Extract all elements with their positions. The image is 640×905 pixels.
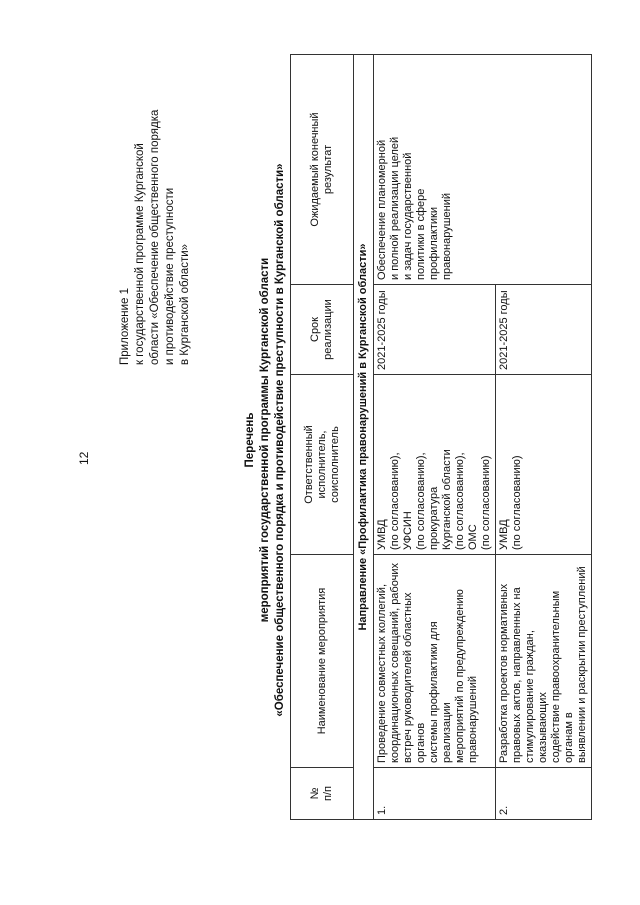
header-num: № п/п (291, 768, 354, 820)
row-name: Разработка проектов нормативных правовых актов, направленных на стимулирование граждан, оказывающих содействие правоохранительным органам в выявлении и раскрытии преступлений (496, 555, 592, 768)
section-heading: Направление «Профилактика правонарушений в Курганской области» (354, 55, 374, 820)
row-term: 2021-2025 годы (496, 285, 592, 375)
header-result: Ожидаемый конечный результат (291, 55, 354, 285)
title-line: Перечень (244, 412, 256, 468)
header-term: Срок реализации (291, 285, 354, 375)
row-executor: УМВД (по согласованию) (496, 375, 592, 555)
appendix-note (118, 25, 193, 365)
title-line: мероприятий государственной программы Курганской области (259, 257, 271, 623)
measures-table (290, 54, 592, 820)
row-num: 2. (496, 768, 592, 820)
page-number: 12 (77, 451, 91, 465)
appendix-line: в Курганской области» (179, 243, 191, 365)
document-title (243, 55, 288, 825)
row-result: Обеспечение планомерной и полной реализации целей и задач государственной политики в сфере профилактики правонарушений (374, 55, 592, 285)
appendix-line: области «Обеспечение общественного порядка (149, 109, 161, 365)
appendix-line: и противодействие преступности (164, 187, 176, 365)
table-row (374, 55, 496, 820)
header-name: Наименование мероприятия (291, 555, 354, 768)
row-executor: УМВД (по согласованию), УФСИН (по согласованию), прокуратура Курганской области (по согласованию), ОМС (по согласованию) (374, 375, 496, 555)
table-header-row (291, 55, 354, 820)
appendix-line: Приложение 1 (119, 287, 131, 365)
section-row (354, 55, 374, 820)
row-num: 1. (374, 768, 496, 820)
row-term: 2021-2025 годы (374, 285, 496, 375)
row-name: Проведение совместных коллегий, координационных совещаний, рабочих встреч руководителей областных органов системы профилактики для реализации мероприятий по предупреждению правонарушений (374, 555, 496, 768)
header-executor: Ответственный исполнитель, соисполнитель (291, 375, 354, 555)
appendix-line: к государственной программе Курганской (134, 143, 146, 365)
title-line: «Обеспечение общественного порядка и противодействие преступности в Курганской области» (274, 163, 286, 717)
